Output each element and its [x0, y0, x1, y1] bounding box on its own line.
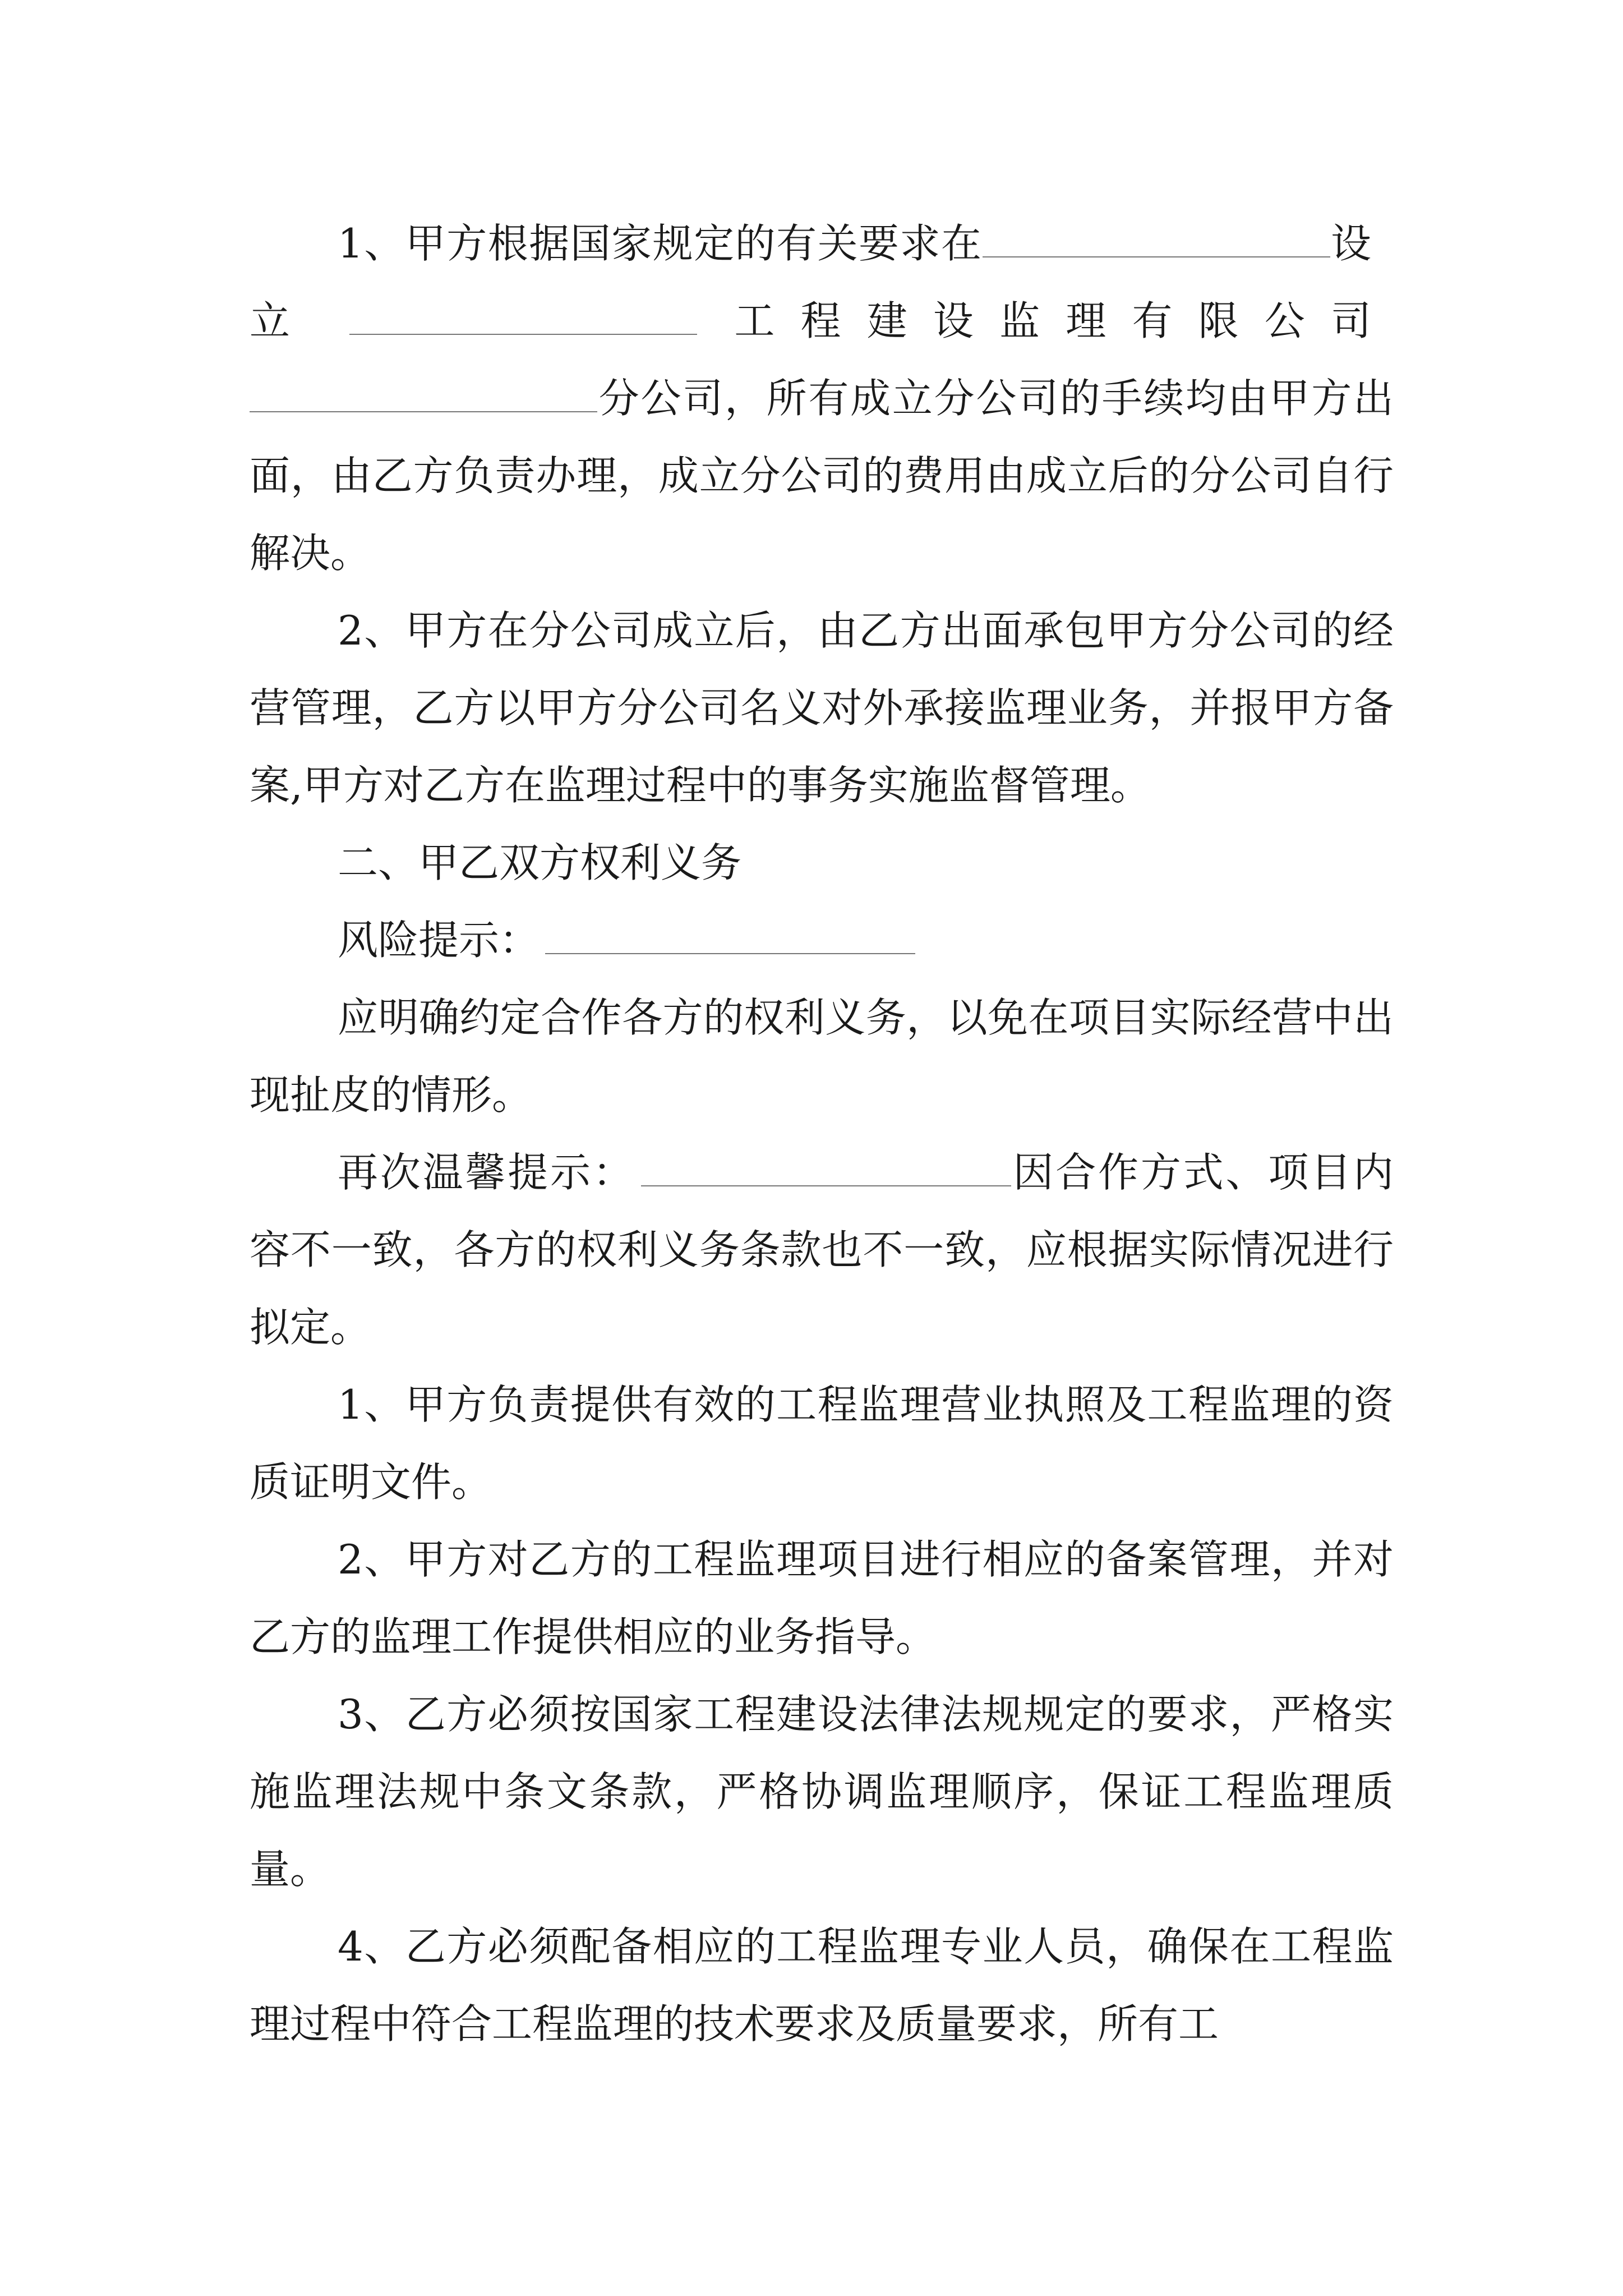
risk-label: 风险提示：	[338, 917, 540, 964]
risk-notice-line	[250, 901, 1394, 979]
blank-company-name	[349, 296, 697, 335]
paragraph-establish-branch	[250, 205, 1394, 592]
blank-risk	[545, 915, 915, 954]
reminder-text: 因合作方式、项目内容不一致，各方的权利义务条款也不一致，应根据实际情况进行拟定。	[250, 1149, 1394, 1351]
p1-text-rest: 分公司，所有成立分公司的手续均由甲方出面，由乙方负责办理，成立分公司的费用由成立后的分公司自行解决。	[250, 375, 1394, 577]
list-item: 2、甲方对乙方的工程监理项目进行相应的备案管理，并对乙方的监理工作提供相应的业务指导。	[250, 1536, 1394, 1660]
p1-text-setup: 设立	[250, 220, 1394, 344]
p1-text-start: 1、甲方根据国家规定的有关要求在	[338, 220, 983, 267]
reminder-label: 再次温馨提示：	[338, 1149, 635, 1196]
section-heading-rights: 二、甲乙双方权利义务	[338, 839, 742, 886]
list-item: 1、甲方负责提供有效的工程监理营业执照及工程监理的资质证明文件。	[250, 1381, 1394, 1506]
paragraph-contract-management: 2、甲方在分公司成立后，由乙方出面承包甲方分公司的经营管理，乙方以甲方分公司名义对外承接监理业务，并报甲方备案,甲方对乙方在监理过程中的事务实施监督管理。	[250, 607, 1394, 809]
blank-location	[983, 218, 1330, 257]
document-body	[250, 205, 1394, 2063]
blank-reminder	[641, 1147, 1011, 1186]
list-item: 3、乙方必须按国家工程建设法律法规规定的要求，严格实施监理法规中条文条款，严格协调监理顺序，保证工程监理质量。	[250, 1691, 1394, 1893]
list-item: 4、乙方必须配备相应的工程监理专业人员，确保在工程监理过程中符合工程监理的技术要求及质量要求，所有工	[250, 1923, 1394, 2047]
paragraph-reminder	[250, 1134, 1394, 1366]
paragraph-risk-text: 应明确约定合作各方的权利义务，以免在项目实际经营中出现扯皮的情形。	[250, 994, 1394, 1119]
p1-text-company: 工程建设监理有限公司	[731, 297, 1394, 344]
blank-branch-name	[250, 373, 597, 412]
